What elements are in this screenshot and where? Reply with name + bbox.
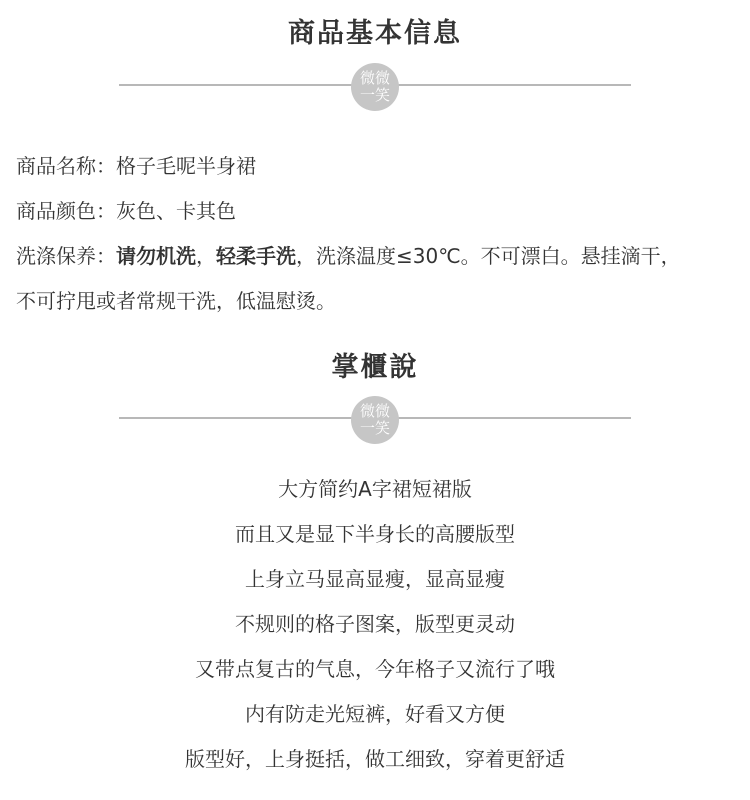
description-line: 上身立马显高显瘦，显高显瘦 bbox=[245, 567, 505, 591]
product-color-row bbox=[16, 189, 746, 234]
badge-text-bottom: 一笑 bbox=[359, 419, 390, 437]
product-name-value: 格子毛呢半身裙 bbox=[116, 154, 256, 178]
smile-badge-icon bbox=[351, 396, 399, 444]
section-header-shopkeeper bbox=[0, 352, 750, 384]
product-description bbox=[0, 467, 750, 782]
description-line: 内有防走光短裤，好看又方便 bbox=[245, 702, 505, 726]
section-title-shopkeeper: 掌櫃說 bbox=[331, 352, 419, 383]
product-info bbox=[16, 144, 746, 324]
product-name-row bbox=[16, 144, 746, 189]
badge-text-top: 微微 bbox=[359, 402, 390, 420]
product-name-label: 商品名称： bbox=[16, 154, 116, 178]
care-gentle-hand-wash: 轻柔手洗 bbox=[216, 244, 296, 268]
description-line: 而且又是显下半身长的高腰版型 bbox=[235, 522, 515, 546]
care-row-continued bbox=[16, 279, 746, 324]
smile-badge-icon bbox=[351, 63, 399, 111]
care-separator: ， bbox=[196, 244, 216, 268]
description-line: 大方简约A字裙短裙版 bbox=[278, 477, 472, 501]
description-line: 又带点复古的气息，今年格子又流行了哦 bbox=[195, 657, 555, 681]
product-color-label: 商品颜色： bbox=[16, 199, 116, 223]
description-line: 不规则的格子图案，版型更灵动 bbox=[235, 612, 515, 636]
care-row bbox=[16, 234, 746, 279]
care-no-machine-wash: 请勿机洗 bbox=[116, 244, 196, 268]
care-label: 洗涤保养： bbox=[16, 244, 116, 268]
care-instructions-line1: ，洗涤温度≤30℃。不可漂白。悬挂滴干， bbox=[296, 244, 681, 268]
product-color-value: 灰色、卡其色 bbox=[116, 199, 236, 223]
badge-text-bottom: 一笑 bbox=[359, 86, 390, 104]
section-title-basic-info: 商品基本信息 bbox=[288, 18, 462, 49]
description-line: 版型好，上身挺括，做工细致，穿着更舒适 bbox=[185, 747, 565, 771]
care-instructions-line2: 不可拧甩或者常规干洗，低温慰烫。 bbox=[16, 289, 336, 313]
badge-text-top: 微微 bbox=[359, 69, 390, 87]
section-header-basic-info bbox=[0, 18, 750, 50]
